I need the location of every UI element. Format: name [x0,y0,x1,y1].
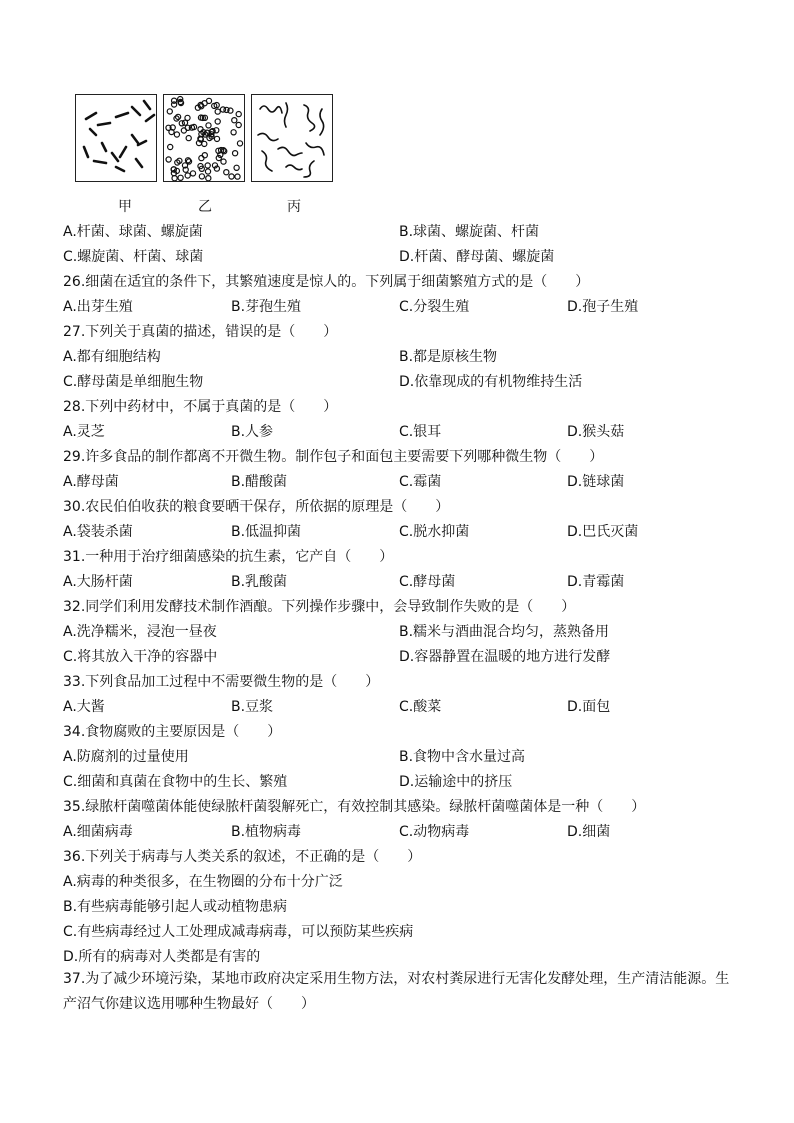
q25-option-b: B.球菌、螺旋菌、杆菌 [399,224,540,240]
question-stem: 34.食物腐败的主要原因是（ ） [63,724,282,740]
coccus-cell [172,102,177,107]
option-b: B.都是原核生物 [399,349,498,365]
coccus-cell [205,169,210,174]
coccus-cell [190,171,195,176]
option-c: C.将其放入干净的容器中 [63,649,218,665]
q25-option-a: A.杆菌、球菌、螺旋菌 [63,224,203,240]
option-b: B.人参 [231,424,274,440]
option-b: B.食物中含水量过高 [399,749,526,765]
option-b: B.醋酸菌 [231,474,288,490]
option-c: C.分裂生殖 [399,299,470,315]
coccus-cell [185,173,190,178]
option-d: D.青霉菌 [567,574,625,590]
question-stem-wrapped: 37.为了减少环境污染，某地市政府决定采用生物方法，对农村粪尿进行无害化发酵处理，生产清洁能源。生产沼气你建议选用哪种生物最好（ ） [63,971,730,1012]
option-a: A.病毒的种类很多，在生物圈的分布十分广泛 [63,874,343,890]
question-stem: 33.下列食品加工过程中不需要微生物的是（ ） [63,674,380,690]
coccus-cell [178,175,183,180]
coccus-cell [235,174,240,179]
question-stem: 35.绿脓杆菌噬菌体能使绿脓杆菌裂解死亡，有效控制其感染。绿脓杆菌噬菌体是一种（ ） [63,799,646,815]
option-c: C.细菌和真菌在食物中的生长、繁殖 [63,774,288,790]
coccus-cell [172,176,177,181]
spiral-bacteria-image [252,95,333,182]
option-b: B.乳酸菌 [231,574,288,590]
coccus-cell [174,132,179,137]
coccus-cell [236,122,241,127]
option-a: A.洗净糯米，浸泡一昼夜 [63,624,217,640]
coccus-cell [232,118,237,123]
coccus-cell [202,153,207,158]
option-d: D.猴头菇 [567,424,625,440]
option-b: B.低温抑菌 [231,524,302,540]
option-a: A.都有细胞结构 [63,349,161,365]
option-a: A.袋装杀菌 [63,524,133,540]
option-d: D.细菌 [567,824,611,840]
coccus-cell [214,136,219,141]
option-c: C.酵母菌是单细胞生物 [63,374,204,390]
coccus-cell [215,109,220,114]
coccus-cell [186,136,191,141]
question-stem: 29.许多食品的制作都离不开微生物。制作包子和面包主要需要下列哪种微生物（ ） [63,449,604,465]
option-c: C.有些病毒经过人工处理成减毒病毒，可以预防某些疾病 [63,924,414,940]
panel-rod-bacteria [75,94,157,182]
option-b: B.豆浆 [231,699,274,715]
option-b: B.植物病毒 [231,824,302,840]
coccus-cell [206,123,211,128]
coccus-cell [224,170,229,175]
option-c: C.银耳 [399,424,442,440]
option-a: A.酵母菌 [63,474,119,490]
coccus-cell [167,109,172,114]
question-stem: 28.下列中药材中，不属于真菌的是（ ） [63,399,338,415]
option-a: A.出芽生殖 [63,299,133,315]
option-c: C.动物病毒 [399,824,470,840]
option-a: A.灵芝 [63,424,105,440]
option-d: D.孢子生殖 [567,299,639,315]
figure-caption-jia: 甲 [118,199,132,215]
question-stem: 31.一种用于治疗细菌感染的抗生素，它产自（ ） [63,549,394,565]
option-c: C.脱水抑菌 [399,524,470,540]
coccus-cell [166,157,171,162]
option-c: C.酵母菌 [399,574,456,590]
cocci-bacteria-image [164,95,245,182]
option-a: A.防腐剂的过量使用 [63,749,189,765]
option-b: B.有些病毒能够引起人或动植物患病 [63,899,288,915]
coccus-cell [199,174,204,179]
bacteria-figure [75,94,337,184]
option-c: C.酸菜 [399,699,442,715]
option-d: D.容器静置在温暖的地方进行发酵 [399,649,611,665]
coccus-cell [179,121,184,126]
figure-caption-yi: 乙 [198,199,212,215]
option-b: B.芽孢生殖 [231,299,302,315]
panel-spiral-bacteria [251,94,333,182]
question-stem: 32.同学们利用发酵技术制作酒酿。下列操作步骤中，会导致制作失败的是（ ） [63,599,576,615]
q25-option-d: D.杆菌、酵母菌、螺旋菌 [399,249,555,265]
panel-cocci-bacteria [163,94,245,182]
coccus-cell [236,112,241,117]
coccus-cell [233,151,238,156]
question-stem: 27.下列关于真菌的描述，错误的是（ ） [63,324,338,340]
option-d: D.面包 [567,699,611,715]
question-stem: 26.细菌在适宜的条件下，其繁殖速度是惊人的。下列属于细菌繁殖方式的是（ ） [63,274,590,290]
option-a: A.大肠杆菌 [63,574,133,590]
option-d: D.链球菌 [567,474,625,490]
option-d: D.所有的病毒对人类都是有害的 [63,949,261,965]
coccus-cell [234,165,239,170]
option-d: D.运输途中的挤压 [399,774,513,790]
question-stem: 36.下列关于病毒与人类关系的叙述，不正确的是（ ） [63,849,422,865]
option-a: A.大酱 [63,699,105,715]
rod-bacteria-image [76,95,157,182]
option-d: D.依靠现成的有机物维持生活 [399,374,583,390]
option-a: A.细菌病毒 [63,824,133,840]
coccus-cell [221,159,226,164]
coccus-cell [205,163,210,168]
option-c: C.霉菌 [399,474,442,490]
question-stem: 30.农民伯伯收获的粮食要晒干保存，所依据的原理是（ ） [63,499,450,515]
coccus-cell [237,141,242,146]
coccus-cell [229,174,234,179]
option-b: B.糯米与酒曲混合均匀，蒸熟备用 [399,624,610,640]
option-d: D.巴氏灭菌 [567,524,639,540]
coccus-cell [206,176,211,181]
coccus-cell [199,156,204,161]
figure-caption-bing: 丙 [287,199,301,215]
coccus-cell [168,144,173,149]
q25-option-c: C.螺旋菌、杆菌、球菌 [63,249,204,265]
coccus-cell [215,119,220,124]
coccus-cell [231,130,236,135]
